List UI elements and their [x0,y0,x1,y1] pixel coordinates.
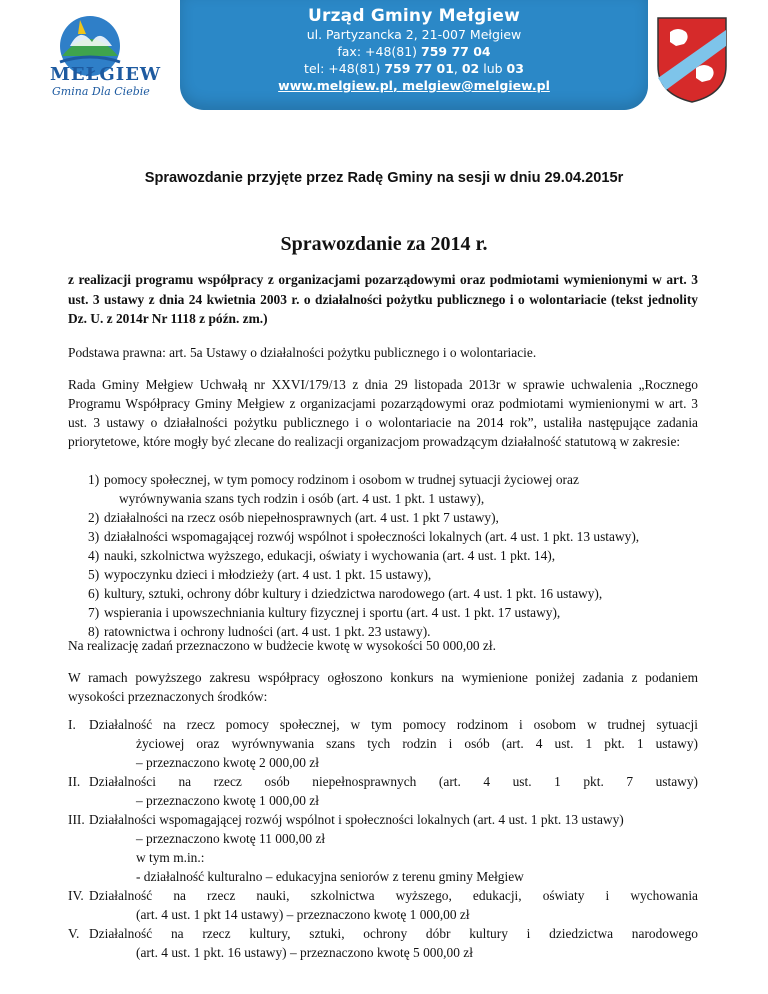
letterhead-contact [180,6,648,95]
tasks-list [68,715,698,962]
list-item: 8) ratownictwa i ochrony ludności (art. 4 ust. 1 pkt. 23 ustawy). [88,624,431,639]
email-link[interactable]: melgiew@melgiew.pl [402,78,550,93]
website-link[interactable]: www.melgiew.pl [278,78,393,93]
intro-paragraph: Rada Gminy Mełgiew Uchwałą nr XXVI/179/13 z dnia 29 listopada 2013r w sprawie uchwalenia „Rocznego Programu Współpracy Gminy Mełgiew z organizacjami pozarządowymi oraz podmiotami wymienionymi w art. 3 ust. 3 ustawy o działalności pożytku publicznego i o wolontariacie na 2014 rok”, ustaliła następujące zadania priorytetowe, które mogły być zlecane do realizacji organizacjom prowadzącym działalność statutową w zakresie: [68,377,698,449]
list-item: 1) pomocy społecznej, w tym pomocy rodzinom i osobom w trudnej sytuacji życiowej oraz wyrównywania szans tych rodzin i osób (art. 4 ust. 1 pkt. 1 ustawy), [88,472,579,506]
logo-subtitle: Gmina Dla Ciebie [52,85,150,98]
document-subtitle: z realizacji programu współpracy z organizacjami pozarządowymi oraz podmiotami wymienionymi w art. 3 ust. 3 ustawy z dnia 24 kwietnia 2003 r. o działalności pożytku publicznego i o wolontariacie (tekst jednolity Dz. U. z 2014r Nr 1118 z późn. zm.) [68,272,698,326]
contest-intro: W ramach powyższego zakresu współpracy ogłoszono konkurs na wymienione poniżej zadania z podaniem wysokości przeznaczonych środków: [68,670,698,704]
org-name: Urząd Gminy Mełgiew [307,6,521,26]
document-title: Sprawozdanie za 2014 r. [280,233,488,255]
list-item: 6) kultury, sztuki, ochrony dóbr kultury i dziedzictwa narodowego (art. 4 ust. 1 pkt. 16 ustawy), [88,586,603,601]
org-fax: fax: +48(81) 759 77 04 [337,44,491,59]
session-note: Sprawozdanie przyjęte przez Radę Gminy na sesji w dniu 29.04.2015r [144,170,624,186]
list-item: III. Działalności wspomagającej rozwój wspólnot i społeczności lokalnych (art. 4 ust. 1 pkt. 13 ustawy) – przeznaczono kwotę 11 000,00 zł w tym m.in.: - działalność kulturalno – edukacyjna seniorów z terenu gminy Mełgiew [68,812,624,884]
budget-paragraph: Na realizację zadań przeznaczono w budżecie kwotę w wysokości 50 000,00 zł. [68,638,496,653]
logo-text: MEŁGIEW [50,64,162,85]
list-item: IV. Działalność na rzecz nauki, szkolnictwa wyższego, edukacji, oświaty i wychowania (art. 4 ust. 1 pkt 14 ustawy) – przeznaczono kwotę 1 000,00 zł [68,888,698,922]
list-item: 3) działalności wspomagającej rozwój wspólnot i społeczności lokalnych (art. 4 ust. 1 pkt. 13 ustawy), [88,529,640,544]
legal-basis: Podstawa prawna: art. 5a Ustawy o działalności pożytku publicznego i o wolontariacie. [68,345,537,360]
list-item: 5) wypoczynku dzieci i młodzieży (art. 4 ust. 1 pkt. 15 ustawy), [88,567,432,582]
list-item: I. Działalność na rzecz pomocy społecznej, w tym pomocy rodzinom i osobom w trudnej sytuacji życiowej oraz wyrównywania szans tych rodzin i osób (art. 4 ust. 1 pkt. 1 ustawy) – przeznaczono kwotę 2 000,00 zł [68,717,698,770]
letterhead [0,0,768,110]
list-item: 7) wspierania i upowszechniania kultury fizycznej i sportu (art. 4 ust. 1 pkt. 17 ustawy), [88,605,561,620]
list-item: V. Działalność na rzecz kultury, sztuki, ochrony dóbr kultury i dziedzictwa narodowego (art. 4 ust. 1 pkt. 16 ustawy) – przeznaczono kwotę 5 000,00 zł [68,926,698,960]
org-address: ul. Partyzancka 2, 21-007 Mełgiew [306,27,522,42]
list-item: 4) nauki, szkolnictwa wyższego, edukacji, oświaty i wychowania (art. 4 ust. 1 pkt. 14), [88,548,556,563]
coat-of-arms-icon [656,16,728,104]
list-item: II. Działalności na rzecz osób niepełnosprawnych (art. 4 ust. 1 pkt. 7 ustawy) – przeznaczono kwotę 1 000,00 zł [68,774,698,808]
list-item: 2) działalności na rzecz osób niepełnosprawnych (art. 4 ust. 1 pkt 7 ustawy), [88,510,499,525]
priorities-list [68,470,708,641]
org-web: www.melgiew.pl, melgiew@melgiew.pl [278,78,550,93]
org-phone: tel: +48(81) 759 77 01, 02 lub 03 [304,61,524,76]
